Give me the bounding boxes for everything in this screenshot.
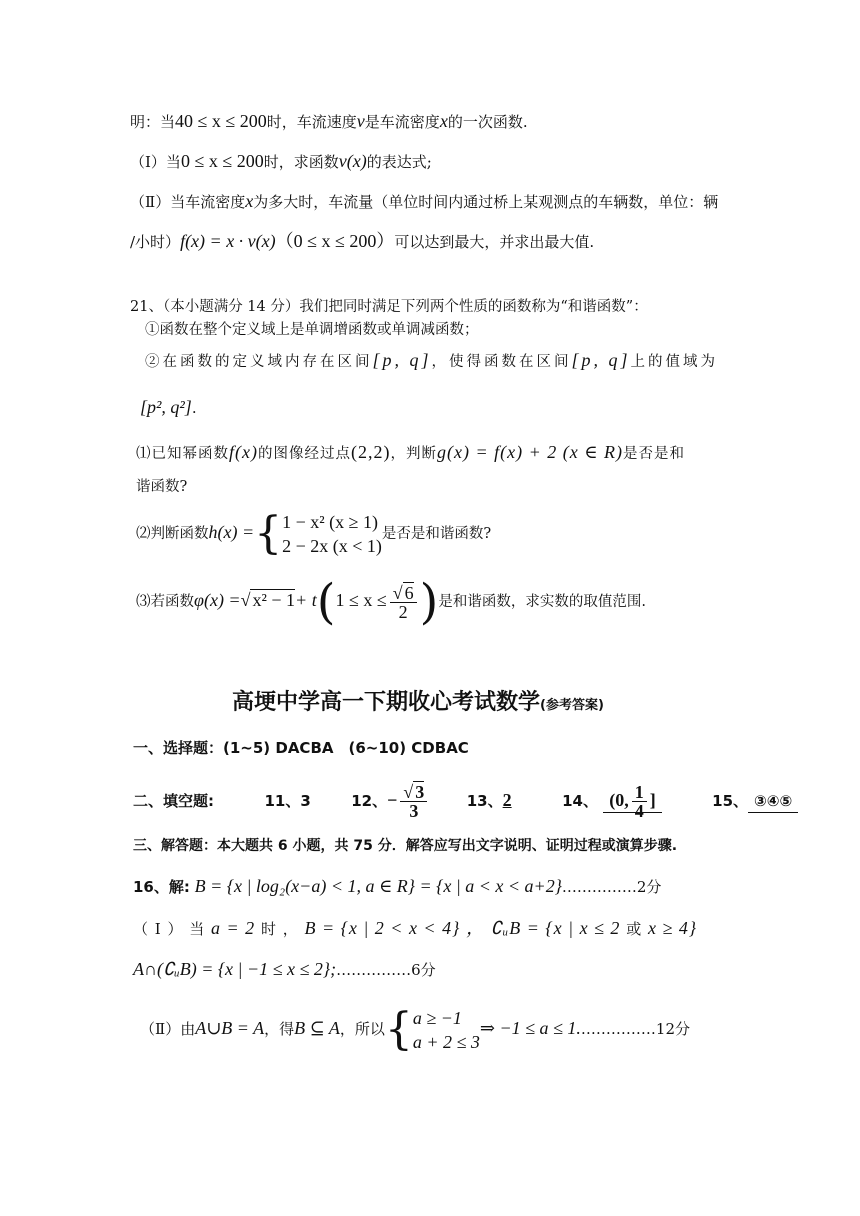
p20-part1: （Ⅰ）当0 ≤ x ≤ 200时，求函数v(x)的表达式;: [130, 151, 432, 171]
p21-q2: ⑵判断函数h(x) ={ 1 − x² (x ≥ 1) 2 − 2x (x < 1) 是否是和谐函数?: [136, 508, 492, 559]
p20-part2-line2: /小时）f(x) = x · v(x)（0 ≤ x ≤ 200）可以达到最大，并求出最大值.: [130, 231, 595, 251]
p21-prop1: ①函数在整个定义域上是单调增函数或单调减函数；: [145, 322, 479, 338]
answer-14: (0, $\frac{1}{4}$ ]: [603, 790, 662, 813]
answer-fill: 二、填空题: 11、3 12、− $\frac{√ 3}{3}$ 13、2 14、 (0, $\frac{1}{4}$ ] 15、 ③④⑤: [133, 780, 798, 821]
fraction-12: $\frac{√ 3}{3}$: [400, 783, 427, 820]
answer-title: 高埂中学高一下期收心考试数学(参考答案): [232, 690, 604, 715]
p20-part2: （Ⅱ）当车流密度x为多大时，车流量（单位时间内通过桥上某观测点的车辆数，单位：辆: [130, 191, 719, 211]
answer-16: 16、解: B = {x | log₂(x−a) < 1, a ∈ R} = {x | a < x < a+2}……………2分: [133, 876, 662, 896]
piecewise-cases: 1 − x² (x ≥ 1) 2 − 2x (x < 1): [282, 512, 382, 556]
answer-mc: 一、选择题：(1~5) DACBA (6~10) CDBAC: [133, 739, 469, 757]
answer-solve-heading: 三、解答题：本大题共 6 小题，共 75 分．解答应写出文字说明、证明过程或演算步骤.: [133, 838, 678, 854]
p21-q1: ⑴已知幂函数f(x)的图像经过点(2,2)，判断g(x) = f(x) + 2 (x ∈ R)是否是和: [136, 442, 686, 462]
right-paren: ): [419, 574, 439, 630]
sqrt-symbol: √: [240, 590, 251, 610]
left-paren: (: [316, 574, 336, 630]
answer-16-part1: （ Ⅰ ） 当 a = 2 时 ， B = {x | 2 < x < 4} ， ∁ᵤB = {x | x ≤ 2 或 x ≥ 4}: [133, 918, 698, 938]
p21-q1-line2: 谐函数?: [136, 479, 188, 495]
math-range: 40 ≤ x ≤ 200: [175, 111, 267, 131]
p21-prop2-range: [p², q²].: [140, 397, 197, 417]
left-brace: {: [254, 508, 283, 559]
p21-heading: 21、（本小题满分 14 分）我们把同时满足下列两个性质的函数称为“和谐函数”：: [130, 299, 648, 315]
answer-16-part1-line2: A∩(∁ᵤB) = {x | −1 ≤ x ≤ 2};……………6分: [133, 959, 436, 979]
p20-intro: 明：当40 ≤ x ≤ 200时，车流速度v是车流密度x的一次函数.: [130, 111, 528, 131]
p21-prop2: ②在函数的定义域内存在区间[p, q]，使得函数在区间[p, q]上的值域为: [145, 350, 719, 370]
system-cases: a ≥ −1 a + 2 ≤ 3: [412, 1008, 480, 1052]
left-brace: {: [384, 1004, 413, 1055]
answer-16-part2: （Ⅱ）由A∪B = A，得B ⊆ A，所以{ a ≥ −1 a + 2 ≤ 3 ⇒ −1 ≤ a ≤ 1.……………12分: [140, 1004, 690, 1055]
fraction-sqrt6-over-2: $\frac{√ 6}{2}$: [390, 584, 417, 621]
p21-q3: ⑶若函数φ(x) =√ x² − 1+ t(1 ≤ x ≤ $\frac{√ 6}{2}$ )是和谐函数，求实数的取值范围.: [136, 574, 646, 630]
